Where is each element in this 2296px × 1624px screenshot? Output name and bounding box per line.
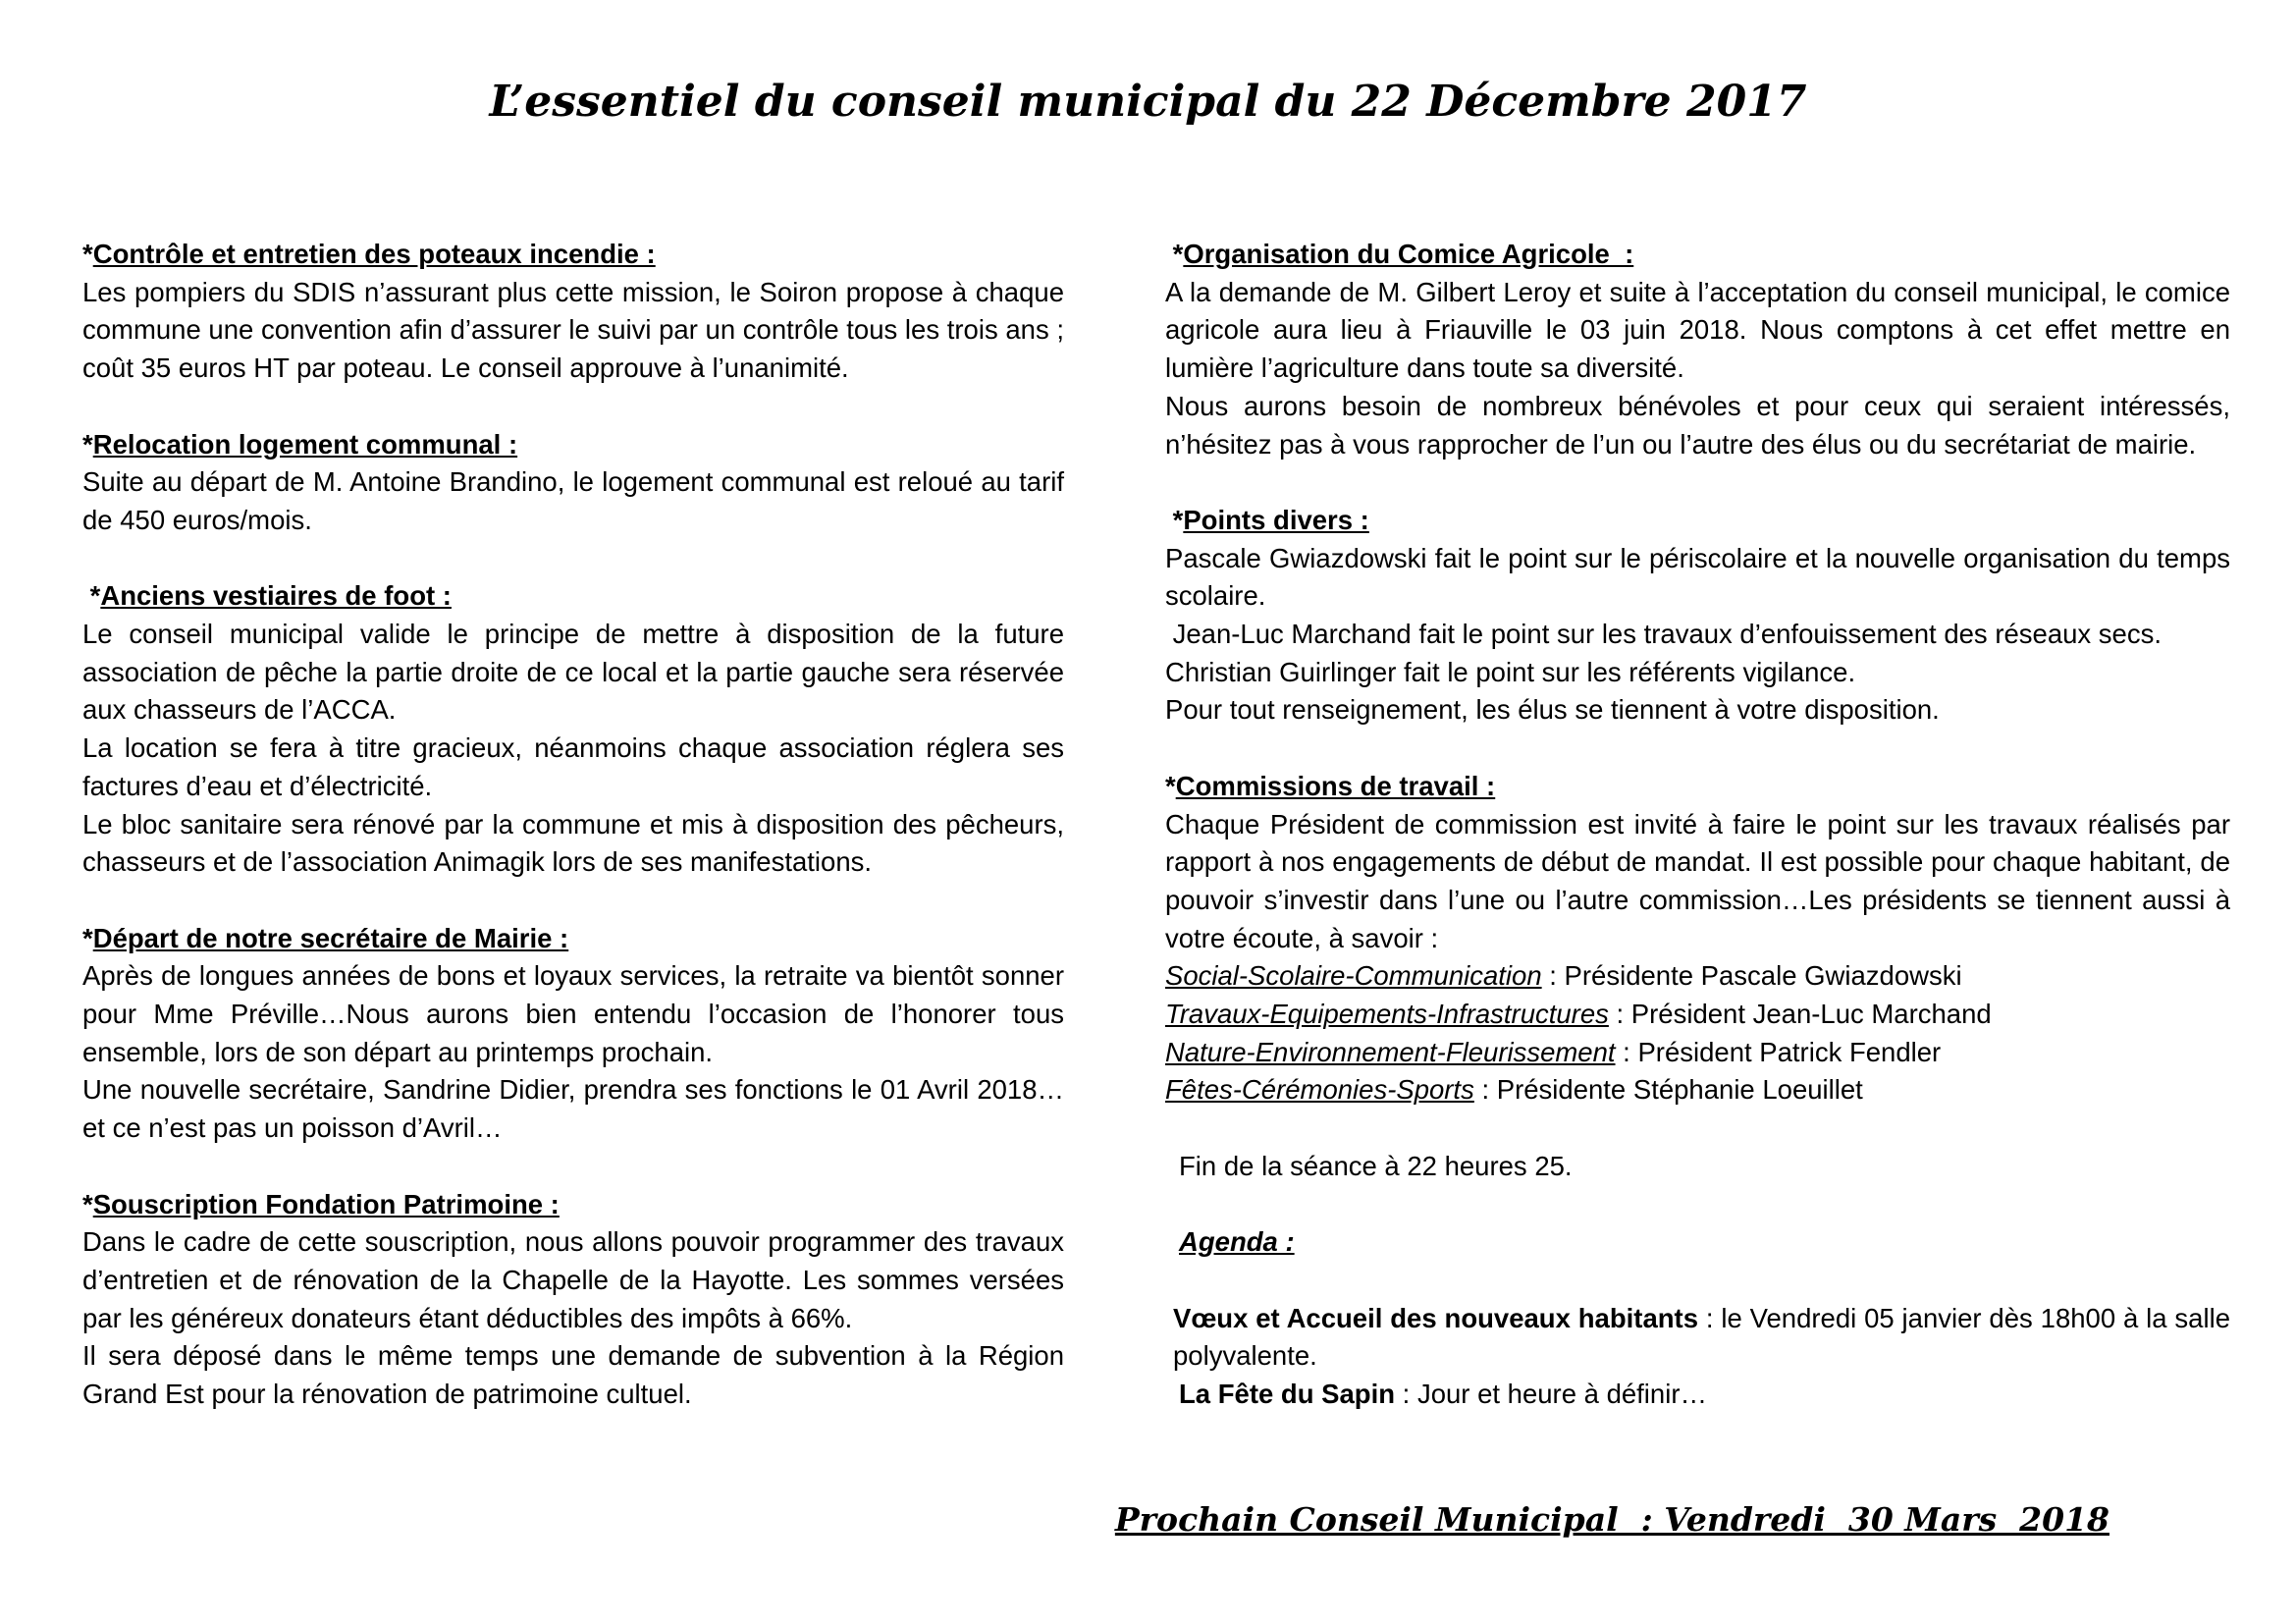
section-text: La location se fera à titre gracieux, néanmoins chaque association réglera ses factures d’eau et d’électricité. <box>82 732 1064 801</box>
section-heading: *Souscription Fondation Patrimoine : <box>82 1188 560 1219</box>
section-heading: *Organisation du Comice Agricole : <box>1165 239 1634 269</box>
right-column <box>1165 236 2230 1414</box>
agenda-title: Agenda : <box>1179 1226 1295 1258</box>
section-logement-communal <box>82 426 1064 540</box>
section-points-divers <box>1165 502 2230 730</box>
section-secretaire-mairie <box>82 920 1064 1148</box>
section-text: Les pompiers du SDIS n’assurant plus cette mission, le Soiron propose à chaque commune une convention afin d’assurer le suivi par un contrôle tous les trois ans ; coût 35 euros HT par poteau. Le conseil approuve à l’unanimité. <box>82 276 1064 384</box>
section-text: Pascale Gwiazdowski fait le point sur le périscolaire et la nouvelle organisation du temps scolaire. <box>1165 542 2230 612</box>
next-council-date: Prochain Conseil Municipal : Vendredi 30 Mars 2018 <box>1114 1500 2109 1539</box>
section-fondation-patrimoine <box>82 1186 1064 1414</box>
agenda-item: Vœux et Accueil des nouveaux habitants : le Vendredi 05 janvier dès 18h00 à la salle polyvalente. <box>1173 1302 2230 1372</box>
commission-item: Social-Scolaire-Communication : Présidente Pascale Gwiazdowski <box>1165 960 1962 992</box>
section-heading: *Commissions de travail : <box>1165 770 1496 801</box>
section-text: A la demande de M. Gilbert Leroy et suite à l’acceptation du conseil municipal, le comice agricole aura lieu à Friauville le 03 juin 2018. Nous comptons à cet effet mettre en lumière l’agriculture dans toute sa diversité. <box>1165 276 2230 384</box>
section-heading: *Relocation logement communal : <box>82 428 518 460</box>
section-text: Le bloc sanitaire sera rénové par la commune et mis à disposition des pêcheurs, chasseurs et de l’association Animagik lors de ses manifestations. <box>82 808 1064 878</box>
section-text: Jean-Luc Marchand fait le point sur les travaux d’enfouissement des réseaux secs. <box>1165 619 2162 650</box>
section-comice-agricole <box>1165 236 2230 463</box>
commission-item: Travaux-Equipements-Infrastructures : Président Jean-Luc Marchand <box>1165 999 1992 1030</box>
section-heading: *Points divers : <box>1165 504 1369 535</box>
section-poteaux-incendie <box>82 236 1064 388</box>
commission-item: Fêtes-Cérémonies-Sports : Présidente Stéphanie Loeuillet <box>1165 1074 1863 1106</box>
left-column <box>82 236 1064 1451</box>
agenda-item: La Fête du Sapin : Jour et heure à définir… <box>1179 1379 1707 1410</box>
section-text: Après de longues années de bons et loyaux services, la retraite va bientôt sonner pour Mme Préville…Nous aurons bien entendu l’occasion de l’honorer tous ensemble, lors de son départ au printemps prochain. <box>82 960 1064 1067</box>
section-text: Christian Guirlinger fait le point sur les référents vigilance. <box>1165 656 1856 687</box>
section-text: Dans le cadre de cette souscription, nous allons pouvoir programmer des travaux d’entretien et de rénovation de la Chapelle de la Hayotte. Les sommes versées par les généreux donateurs étant déductibles des impôts à 66%. <box>82 1226 1064 1333</box>
section-heading: *Départ de notre secrétaire de Mairie : <box>82 922 569 953</box>
section-text: Nous aurons besoin de nombreux bénévoles et pour ceux qui seraient intéressés, n’hésitez pas à vous rapprocher de l’un ou l’autre des élus ou du secrétariat de mairie. <box>1165 390 2230 460</box>
page-title: L’essentiel du conseil municipal du 22 Décembre 2017 <box>489 77 1807 127</box>
section-text: Le conseil municipal valide le principe de mettre à disposition de la future association de pêche la partie droite de ce local et la partie gauche sera réservée aux chasseurs de l’ACCA. <box>82 619 1064 726</box>
section-commissions-travail <box>1165 768 2230 1110</box>
section-vestiaires-foot <box>82 577 1064 882</box>
section-text: Une nouvelle secrétaire, Sandrine Didier, prendra ses fonctions le 01 Avril 2018… et ce n’est pas un poisson d’Avril… <box>82 1074 1064 1144</box>
section-text: Suite au départ de M. Antoine Brandino, le logement communal est reloué au tarif de 450 euros/mois. <box>82 466 1064 535</box>
section-heading: *Anciens vestiaires de foot : <box>82 580 452 612</box>
section-text: Chaque Président de commission est invité à faire le point sur les travaux réalisés par rapport à nos engagements de début de mandat. Il est possible pour chaque habitant, de pouvoir s’investir dans l’une ou l’autre commission…Les présidents se tiennent aussi à votre écoute, à savoir : <box>1165 808 2230 953</box>
fin-seance: Fin de la séance à 22 heures 25. <box>1179 1150 1573 1181</box>
section-heading: *Contrôle et entretien des poteaux incendie : <box>82 239 656 269</box>
section-text: Pour tout renseignement, les élus se tiennent à votre disposition. <box>1165 694 1940 726</box>
commission-item: Nature-Environnement-Fleurissement : Président Patrick Fendler <box>1165 1036 1942 1067</box>
section-text: Il sera déposé dans le même temps une demande de subvention à la Région Grand Est pour la rénovation de patrimoine cultuel. <box>82 1340 1064 1410</box>
